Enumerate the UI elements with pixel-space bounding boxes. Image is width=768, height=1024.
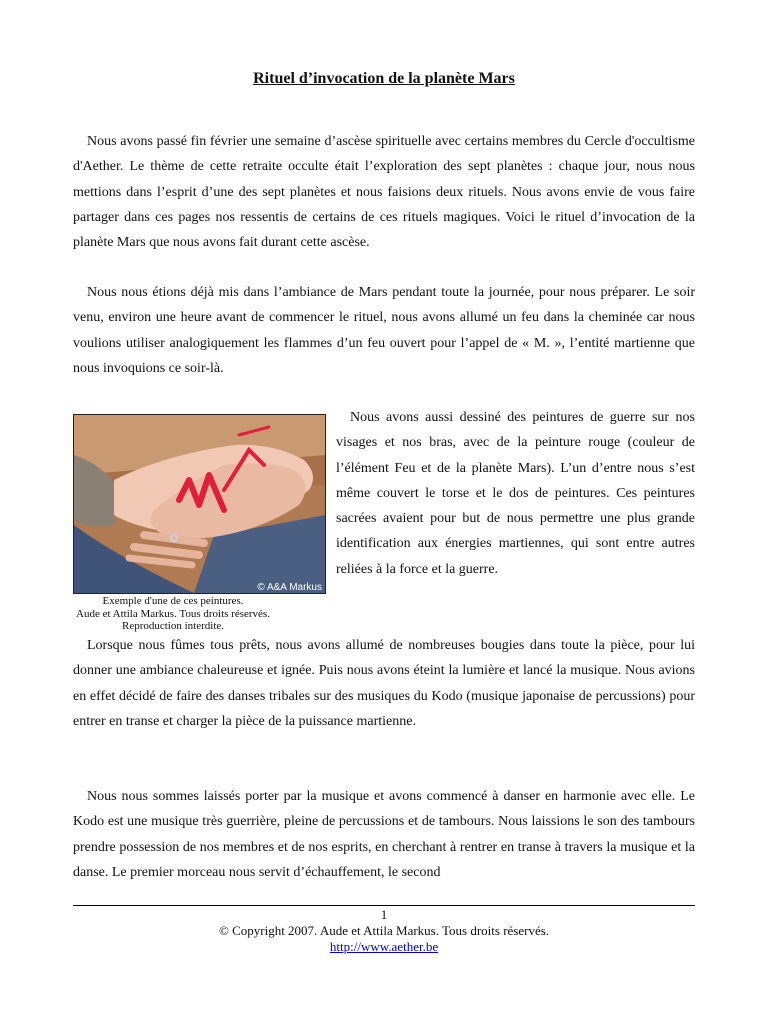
photo-watermark: © A&A Markus (257, 582, 322, 593)
paragraph-2: Nous nous étions déjà mis dans l’ambiance de Mars pendant toute la journée, pour nous préparer. Le soir venu, environ une heure avant de commencer le rituel, nous avons allumé un feu dans la cheminée car nous voulions utiliser analogiquement les flammes d’un feu ouvert pour l’appel de « M. », l’entité martienne que nous invoquions ce soir-là. (73, 285, 695, 376)
figure (73, 414, 326, 633)
caption-line: Exemple d'une de ces peintures. (102, 595, 244, 607)
paragraph-3: Nous avons aussi dessiné des peintures de guerre sur nos visages et nos bras, avec de la peinture rouge (couleur de l’élément Feu et de la planète Mars). L’un d’entre nous s’est même couvert le torse et le dos de peintures. Ces peintures sacrées avaient pour but de nous permettre une plus grande identification aux énergies martiennes, qui sont entre autres reliées à la force et la guerre. (336, 410, 695, 577)
hand-painting-photo (73, 414, 326, 594)
page-title: Rituel d’invocation de la planète Mars (253, 70, 515, 87)
figure-caption (73, 595, 273, 633)
website-link[interactable]: http://www.aether.be (329, 939, 439, 954)
caption-line: Reproduction interdite. (121, 620, 225, 632)
paragraph-5: Nous nous sommes laissés porter par la musique et avons commencé à danser en harmonie avec elle. Le Kodo est une musique très guerrière, pleine de percussions et de tambours. Nous laissions le son des tambours prendre possession de nos membres et de nos esprits, en cherchant à rentrer en transe à travers la musique et la danse. Le premier morceau nous servit d’échauffement, le second (73, 789, 695, 880)
footer-url (73, 939, 695, 955)
paragraph-1: Nous avons passé fin février une semaine d’ascèse spirituelle avec certains membres du Cercle d'occultisme d'Aether. Le thème de cette retraite occulte était l’exploration des sept planètes : chaque jour, nous nous mettions dans l’esprit d’une des sept planètes et nous faisions deux rituels. Nous avons envie de vous faire partager dans ces pages nos ressentis de certains de ces rituels magiques. Voici le rituel d’invocation de la planète Mars que nous avons fait durant cette ascèse. (73, 134, 695, 251)
footer-divider (73, 905, 695, 906)
caption-line: Aude et Attila Markus. Tous droits réservés. (76, 607, 270, 620)
page-number: 1 (380, 907, 388, 922)
paragraph-4: Lorsque nous fûmes tous prêts, nous avons allumé de nombreuses bougies dans toute la pièce, pour lui donner une ambiance chaleureuse et ignée. Puis nous avons éteint la lumière et lancé la musique. Nous avions en effet décidé de faire des danses tribales sur des musiques du Kodo (musique japonaise de percussions) pour entrer en transe et charger la pièce de la puissance martienne. (73, 638, 695, 729)
footer-copyright: © Copyright 2007. Aude et Attila Markus. Tous droits réservés. (218, 923, 550, 938)
document-page (73, 0, 695, 1024)
